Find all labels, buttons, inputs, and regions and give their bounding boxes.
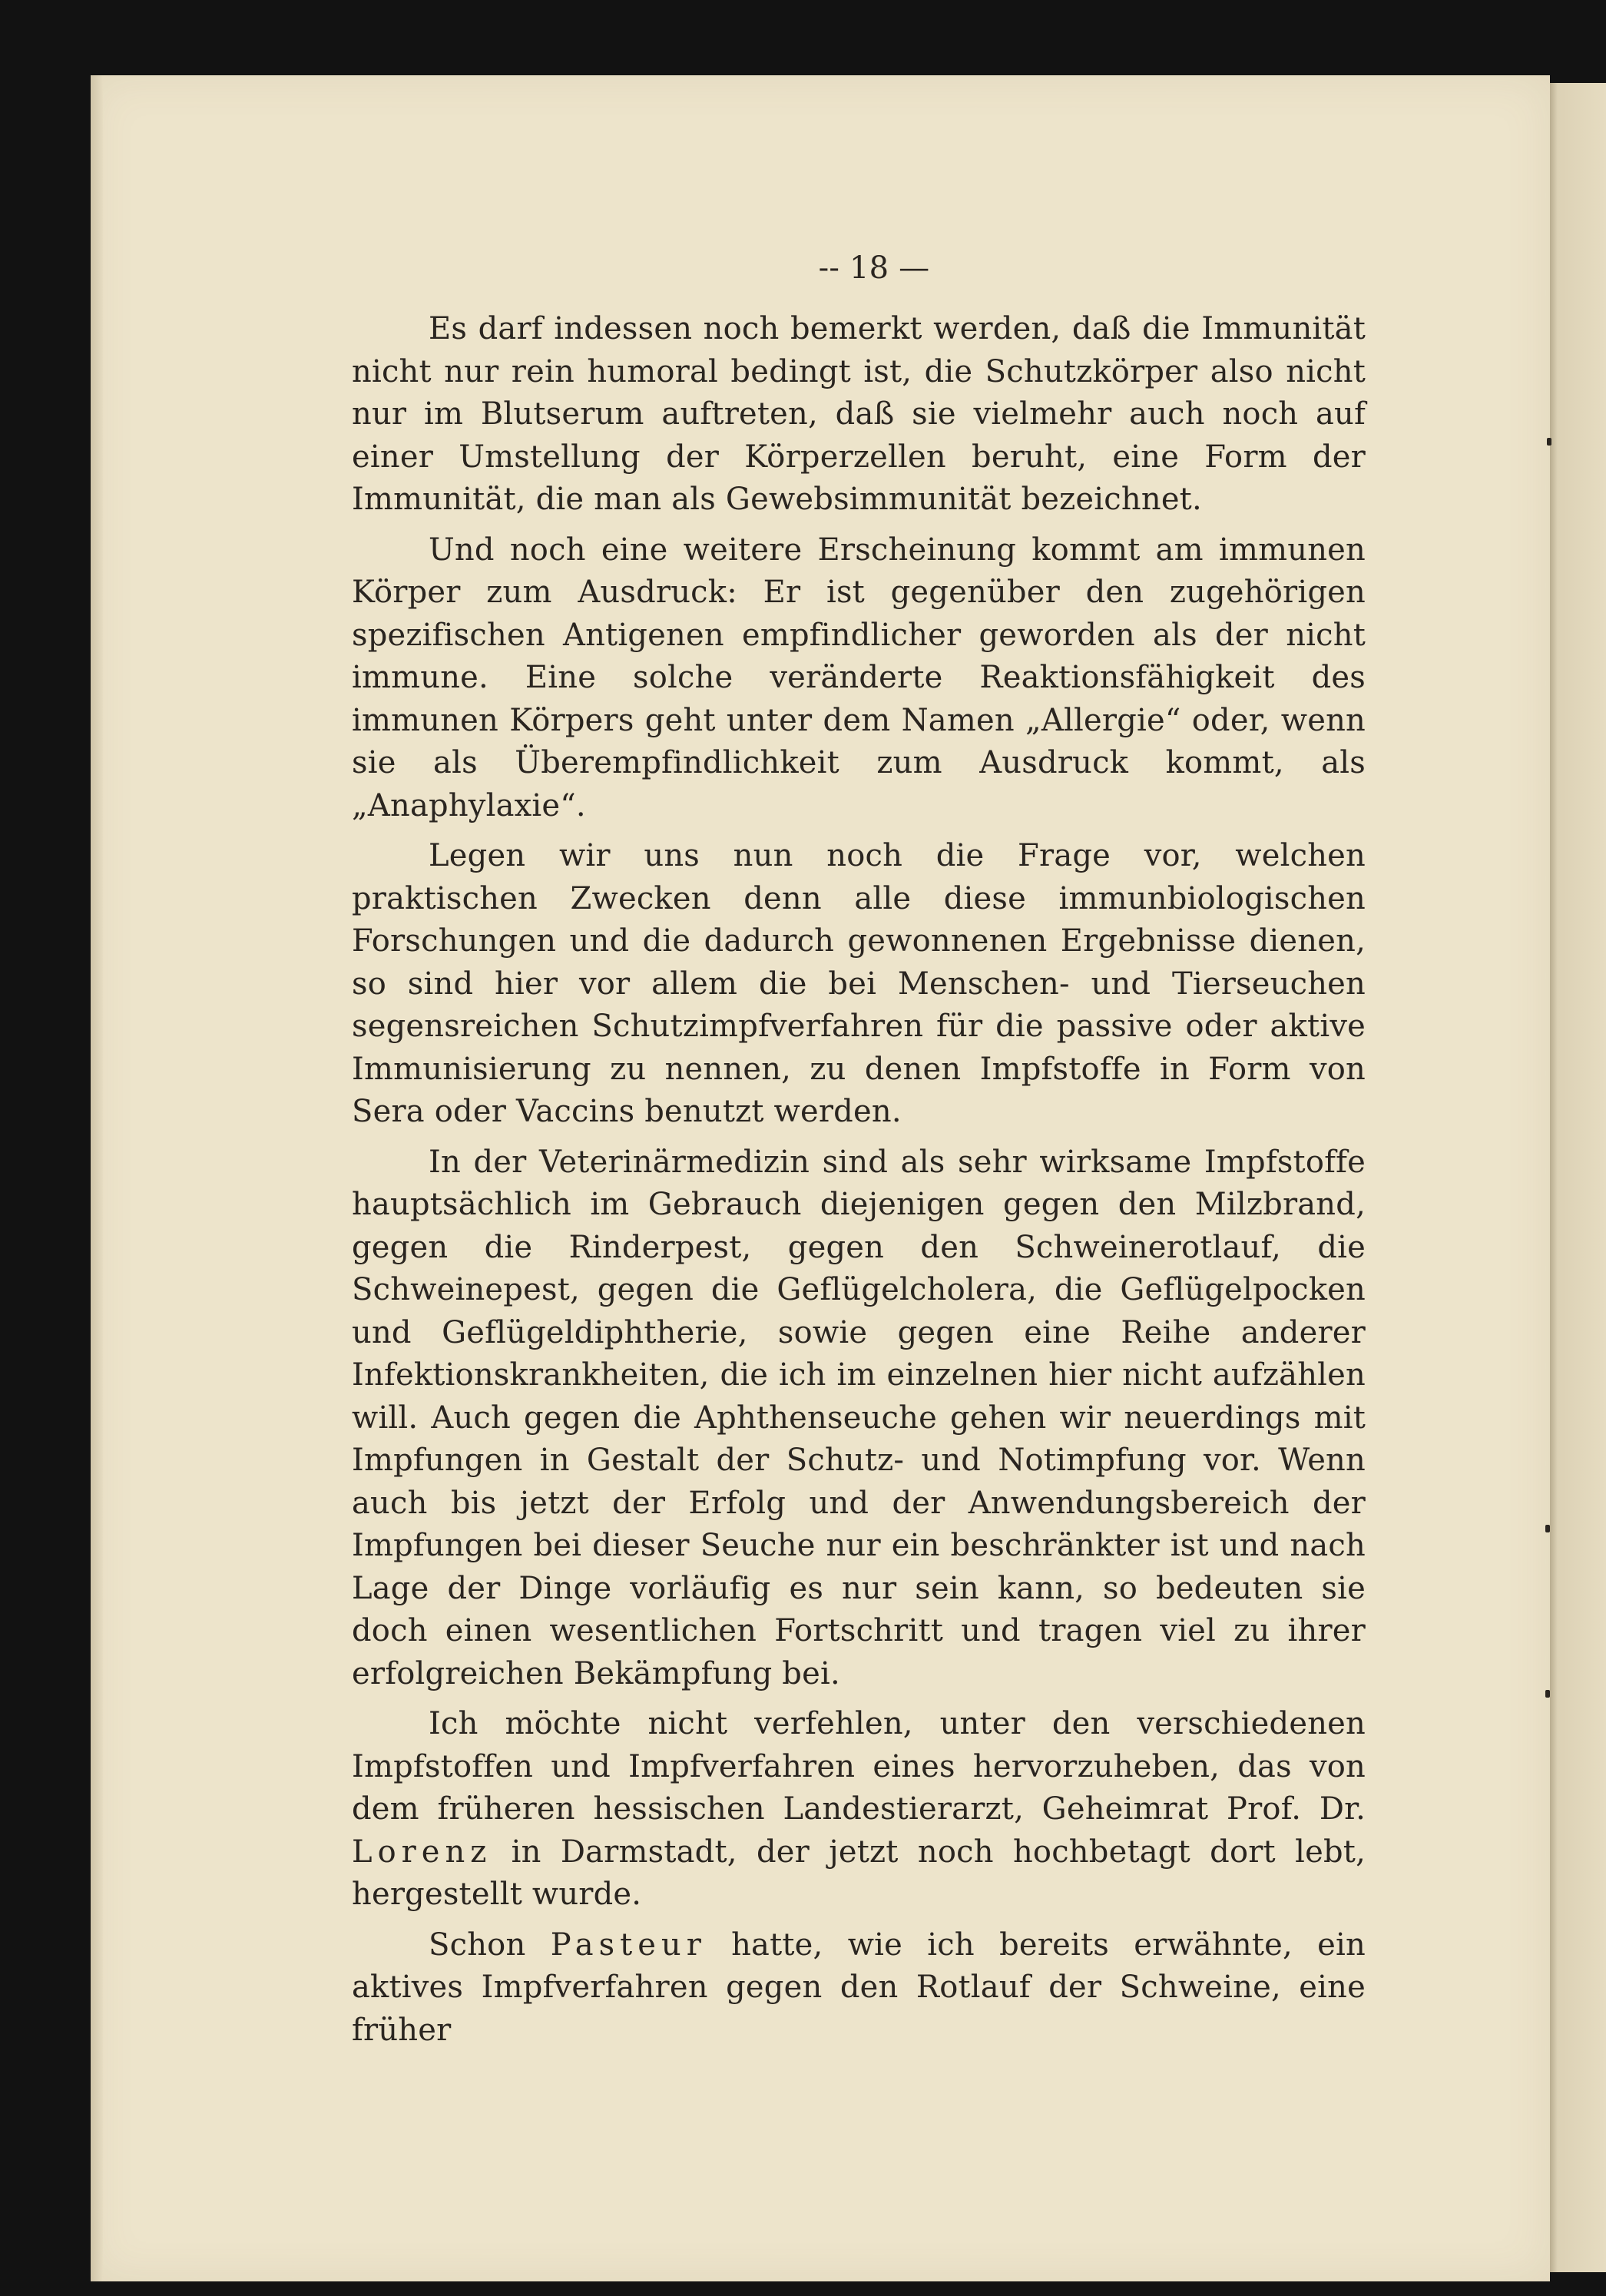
- paragraph-text: Schon: [429, 1927, 551, 1963]
- paragraph: In der Veterinärmedizin sind als sehr wirksame Impfstoffe hauptsächlich im Gebrauch diejenigen gegen den Milzbrand, gegen die Rinderpest, gegen den Schweinerotlauf, die Schweinepest, gegen die Geflügelcholera, die Geflügelpocken und Geflügeldiphtherie, sowie gegen eine Reihe anderer Infektionskrankheiten, die ich im einzelnen hier nicht aufzählen will. Auch gegen die Aphthenseuche gehen wir neuerdings mit Impfungen in Gestalt der Schutz- und Notimpfung vor. Wenn auch bis jetzt der Erfolg und der Anwendungsbereich der Impfungen bei dieser Seuche nur ein beschränkter ist und nach Lage der Dinge vorläufig es nur sein kann, so bedeuten sie doch einen wesentlichen Fortschritt und tragen viel zu ihrer erfolgreichen Bekämpfung bei.: [352, 1144, 1366, 1691]
- person-name: Lorenz: [352, 1834, 492, 1870]
- margin-mark: [1547, 438, 1551, 446]
- facing-page-edge: [1550, 83, 1606, 2272]
- margin-mark: [1545, 1525, 1550, 1532]
- person-name: Pasteur: [550, 1927, 707, 1963]
- paragraph: Es darf indessen noch bemerkt werden, daß die Immunität nicht nur rein humoral bedingt ist, die Schutzkörper also nicht nur im Blutserum auftreten, daß sie vielmehr auch noch auf einer Umstellung der Körperzellen beruht, eine Form der Immunität, die man als Gewebsimmunität bezeichnet.: [352, 311, 1366, 517]
- paragraph: Und noch eine weitere Erscheinung kommt am immunen Körper zum Ausdruck: Er ist gegenüber den zugehörigen spezifischen Antigenen empfindlicher geworden als der nicht immune. Eine solche veränderte Reaktionsfähigkeit des immunen Körpers geht unter dem Namen „Allergie“ oder, wenn sie als Überempfindlichkeit zum Ausdruck kommt, als „Anaphylaxie“.: [352, 532, 1366, 823]
- page-edge: [91, 75, 103, 2281]
- page-number: -- 18 —: [818, 250, 930, 286]
- paragraph-text: hatte, wie ich bereits erwähnte, ein aktives Impfverfahren gegen den Rotlauf der Schweine, eine früher: [352, 1927, 1366, 2048]
- page-text: [352, 247, 1366, 2052]
- paragraph-text: Ich möchte nicht verfehlen, unter den verschiedenen Impfstoffen und Impfverfahren eines hervorzuheben, das von dem früheren hessischen Landestierarzt, Geheimrat Prof. Dr.: [352, 1706, 1366, 1827]
- paragraph: Legen wir uns nun noch die Frage vor, welchen praktischen Zwecken denn alle diese immunbiologischen Forschungen und die dadurch gewonnenen Ergebnisse dienen, so sind hier vor allem die bei Menschen- und Tierseuchen segensreichen Schutzimpfverfahren für die passive oder aktive Immunisierung zu nennen, zu denen Impfstoffe in Form von Sera oder Vaccins benutzt werden.: [352, 838, 1366, 1129]
- paragraph: [352, 1703, 1366, 1917]
- paragraph: [352, 1924, 1366, 2052]
- paragraph-text: in Darmstadt, der jetzt noch hochbetagt dort lebt, hergestellt wurde.: [352, 1834, 1366, 1912]
- margin-mark: [1545, 1690, 1550, 1698]
